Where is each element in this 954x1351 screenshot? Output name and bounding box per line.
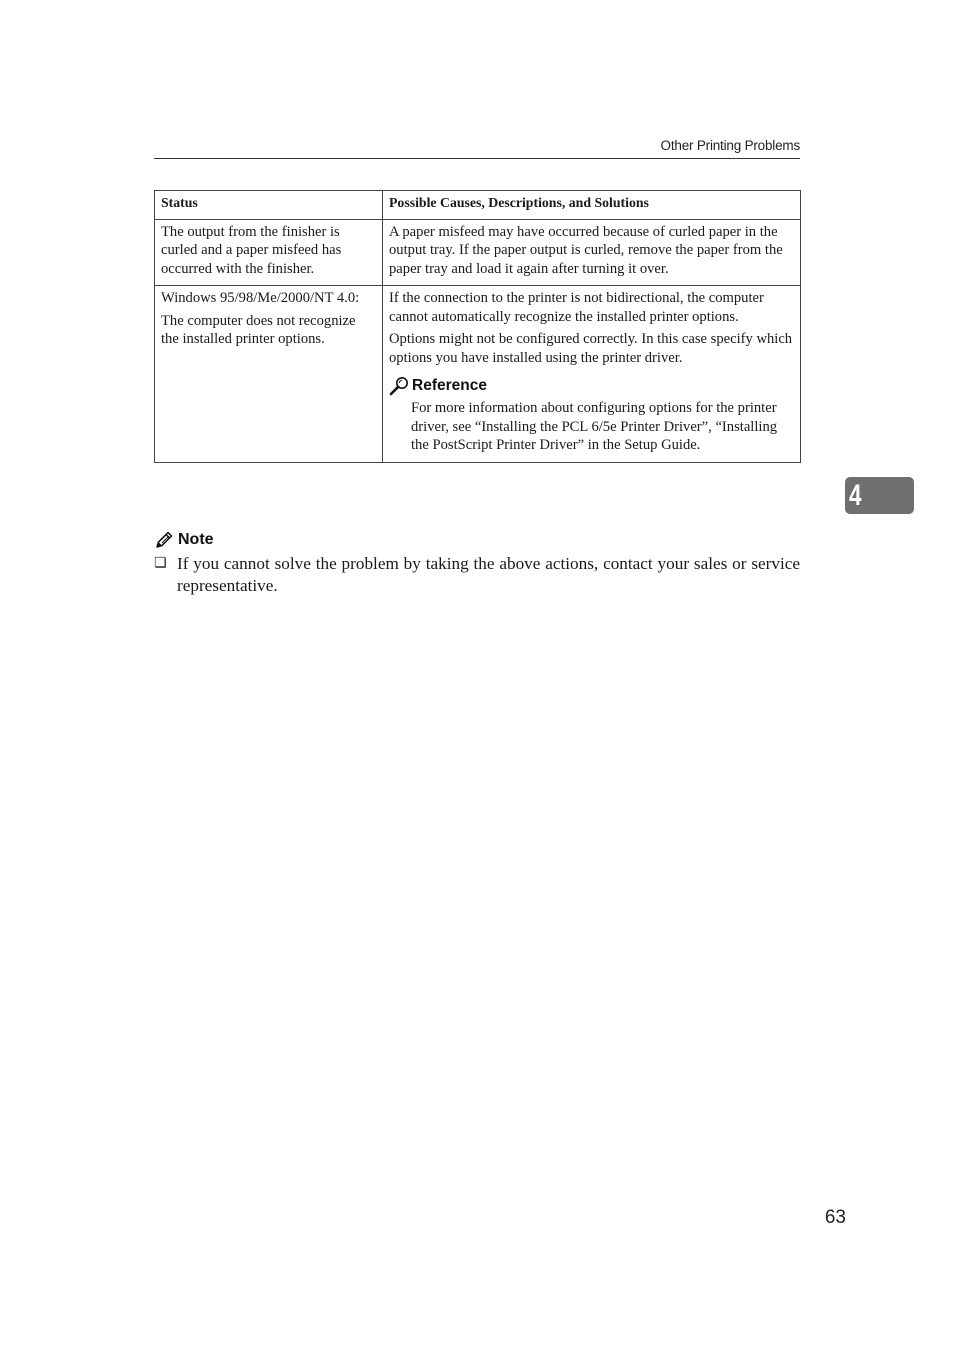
- status-cell: [155, 219, 383, 286]
- column-header-causes: Possible Causes, Descriptions, and Solutions: [383, 191, 801, 220]
- page-number: 63: [824, 1207, 846, 1228]
- causes-cell: [383, 219, 801, 286]
- causes-cell: [383, 286, 801, 463]
- cause-text: A paper misfeed may have occurred because of curled paper in the output tray. If the paper output is curled, remove the paper from the paper tray and load it again after turning it over.: [389, 223, 783, 277]
- pencil-icon: [154, 530, 174, 550]
- reference-text: For more information about configuring options for the printer driver, see “Installing the PCL 6/5e Printer Driver”, “Installing the PostScript Printer Driver” in the Setup Guide.: [411, 400, 778, 453]
- chapter-number: 4: [849, 479, 862, 512]
- table-header-row: [155, 191, 801, 220]
- table-row: [155, 286, 801, 463]
- checkbox-icon: ❏: [154, 555, 167, 571]
- reference-label: Reference: [412, 376, 487, 394]
- note-text: If you cannot solve the problem by taking the above actions, contact your sales or service representative.: [177, 554, 800, 595]
- chapter-tab: [845, 477, 914, 514]
- cause-text: Options might not be configured correctly. In this case specify which options you have installed using the printer driver.: [389, 331, 793, 366]
- note-section: [154, 530, 800, 596]
- note-item: [154, 553, 800, 596]
- note-label: Note: [178, 531, 214, 548]
- header-rule: [154, 158, 800, 159]
- cause-text: If the connection to the printer is not bidirectional, the computer cannot automatically recognize the installed printer options.: [389, 290, 764, 325]
- running-header: Other Printing Problems: [660, 138, 800, 153]
- troubleshooting-table: [154, 190, 801, 463]
- status-cell: [155, 286, 383, 463]
- table-row: [155, 219, 801, 286]
- reference-heading: [389, 376, 794, 396]
- status-text: The computer does not recognize the installed printer options.: [161, 312, 356, 347]
- column-header-status: Status: [155, 191, 383, 220]
- magnifier-icon: [389, 376, 410, 396]
- note-heading: [154, 530, 800, 550]
- status-os-text: Windows 95/98/Me/2000/NT 4.0:: [161, 290, 360, 306]
- status-text: The output from the finisher is curled and a paper misfeed has occurred with the finisher.: [161, 223, 342, 277]
